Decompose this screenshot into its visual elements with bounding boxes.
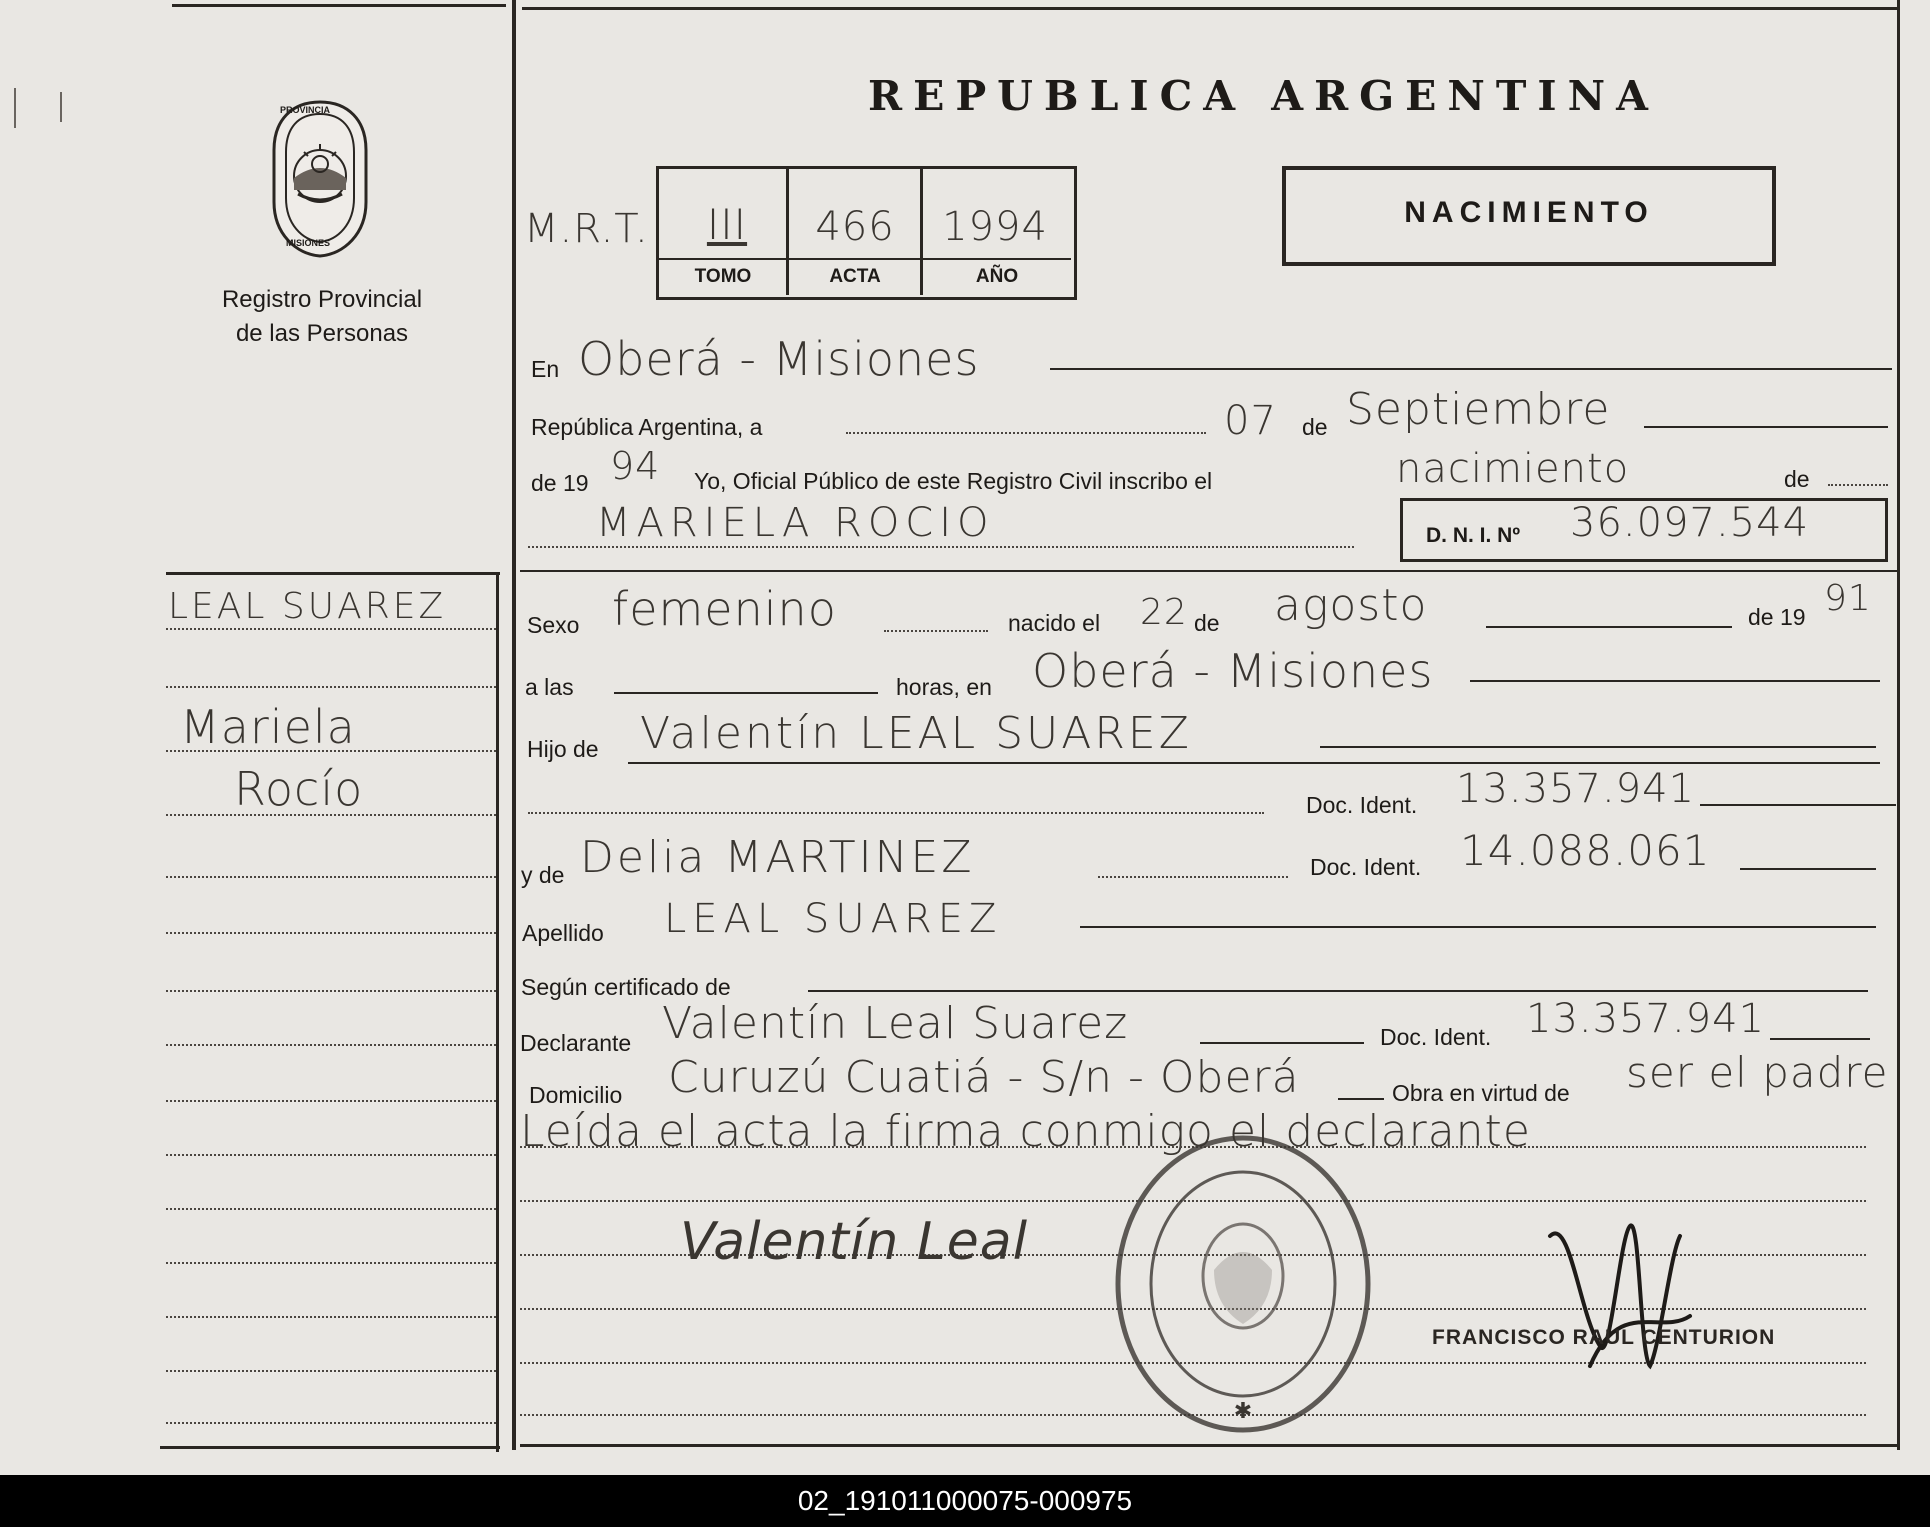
- apellido-label: Apellido: [522, 920, 604, 946]
- birth-year-prefix: de 19: [1748, 604, 1806, 630]
- declarant-signature: Valentín Leal: [680, 1212, 1029, 1272]
- margin-line: [166, 1262, 496, 1264]
- margin-line: [166, 1100, 496, 1102]
- doc-ident-label-3: Doc. Ident.: [1380, 1024, 1492, 1050]
- margin-bottom-rule: [160, 1446, 500, 1449]
- domicilio-line: [1338, 1098, 1384, 1100]
- issuing-office: [190, 283, 454, 351]
- place-line: [1470, 680, 1880, 682]
- father-line: [1320, 746, 1876, 748]
- margin-line: [166, 686, 496, 688]
- obra-label: Obra en virtud de: [1392, 1080, 1570, 1106]
- doc-ident-label-2: Doc. Ident.: [1310, 854, 1422, 880]
- apellido-value: LEAL SUAREZ: [664, 896, 1003, 942]
- month-line: [1644, 426, 1888, 428]
- year-value: 94: [610, 444, 661, 488]
- fill-line: [528, 546, 1354, 548]
- margin-line: [166, 932, 496, 934]
- margin-surname: LEAL SUAREZ: [168, 586, 447, 627]
- margin-line: [166, 628, 496, 630]
- margin-line: [166, 1370, 496, 1372]
- domicilio-value: Curuzú Cuatiá - S/n - Oberá: [668, 1052, 1300, 1103]
- republica-label: República Argentina, a: [531, 414, 763, 440]
- month-line: [1486, 626, 1732, 628]
- official-text: Yo, Oficial Público de este Registro Civil inscribo el: [694, 468, 1213, 494]
- a-las-label: a las: [525, 674, 574, 700]
- provincial-seal-icon: [268, 98, 372, 260]
- hour-line: [614, 692, 878, 694]
- top-rule-left: [172, 4, 506, 7]
- doc-type-label: NACIMIENTO: [1404, 196, 1654, 229]
- nacido-label: nacido el: [1008, 610, 1101, 636]
- edge-mark: [14, 88, 16, 128]
- registered-name: MARIELA ROCIO: [596, 500, 995, 546]
- margin-divider: [496, 572, 499, 1452]
- birth-place: Oberá - Misiones: [1032, 644, 1434, 698]
- obra-value: ser el padre: [1626, 1048, 1889, 1097]
- horas-label: horas, en: [896, 674, 992, 700]
- birth-year: 91: [1824, 578, 1872, 619]
- table-divider: [786, 168, 789, 295]
- acta-value: 466: [815, 204, 895, 250]
- seal-bottom-text: MISIONES: [286, 238, 331, 248]
- margin-given-2: Rocío: [234, 762, 364, 816]
- domicilio-label: Domicilio: [529, 1082, 623, 1108]
- day-value: 07: [1224, 398, 1277, 444]
- act-value: nacimiento: [1396, 446, 1630, 492]
- margin-given-1: Mariela: [180, 700, 356, 754]
- image-id-footer: 02_191011000075-000975: [0, 1475, 1930, 1527]
- office-line-2: de las Personas: [235, 320, 409, 347]
- official-name: FRANCISCO RAUL CENTURION: [1432, 1326, 1776, 1349]
- place-value: Oberá - Misiones: [578, 332, 980, 386]
- tomo-value: III: [706, 200, 748, 249]
- year-prefix: de 19: [531, 470, 589, 496]
- y-de-label: y de: [521, 862, 565, 888]
- margin-line: [166, 990, 496, 992]
- place-line: [1050, 368, 1892, 370]
- official-stamp-icon: [1110, 1130, 1376, 1438]
- ano-label: AÑO: [975, 266, 1019, 287]
- fill-line: [846, 432, 1206, 434]
- father-name: Valentín LEAL SUAREZ: [640, 708, 1192, 759]
- margin-line: [166, 750, 496, 752]
- office-code: M.R.T.: [524, 206, 649, 252]
- fill-line: [884, 630, 988, 632]
- table-divider: [659, 258, 1071, 260]
- seal-top-text: PROVINCIA: [280, 105, 331, 115]
- margin-line: [166, 814, 496, 816]
- tomo-label: TOMO: [694, 266, 752, 287]
- father-underline: [628, 762, 1880, 764]
- en-label: En: [531, 356, 560, 382]
- doc-line: [1740, 868, 1876, 870]
- month-value: Septiembre: [1346, 384, 1611, 435]
- doc-line: [1770, 1038, 1870, 1040]
- top-rule-right: [522, 7, 1897, 10]
- official-signature-icon: [1540, 1196, 1700, 1386]
- mother-doc: 14.088.061: [1460, 826, 1711, 875]
- doc-ident-label: Doc. Ident.: [1306, 792, 1418, 818]
- table-divider: [920, 168, 923, 295]
- svg-text:✱: ✱: [1233, 1399, 1253, 1424]
- dni-value: 36.097.544: [1570, 500, 1810, 546]
- margin-line: [166, 1208, 496, 1210]
- page-title: REPUBLICA ARGENTINA: [868, 72, 1659, 120]
- birth-month: agosto: [1274, 580, 1428, 631]
- sexo-value: femenino: [612, 582, 837, 636]
- ano-value: 1994: [942, 204, 1048, 250]
- certificado-line: [808, 990, 1868, 992]
- sexo-label: Sexo: [527, 612, 580, 638]
- birth-day: 22: [1140, 592, 1188, 633]
- certificado-label: Según certificado de: [521, 974, 731, 1000]
- reading-note: Leída el acta la firma conmigo el declarante: [520, 1106, 1531, 1157]
- name-section-rule: [520, 570, 1900, 572]
- right-border: [1897, 0, 1900, 1450]
- declarante-doc: 13.357.941: [1526, 996, 1766, 1042]
- edge-mark: [60, 92, 62, 122]
- fill-line: [1828, 484, 1888, 486]
- fill-line: [528, 812, 1264, 814]
- margin-line: [166, 876, 496, 878]
- doc-line: [1700, 804, 1896, 806]
- margin-line: [166, 1044, 496, 1046]
- declarante-value: Valentín Leal Suarez: [662, 998, 1129, 1049]
- acta-label: ACTA: [829, 266, 881, 287]
- declarante-line: [1200, 1042, 1364, 1044]
- mother-name: Delia MARTINEZ: [580, 832, 975, 883]
- fill-line: [1098, 876, 1288, 878]
- margin-line: [166, 1422, 496, 1424]
- apellido-line: [1080, 926, 1876, 928]
- de-label: de: [1302, 414, 1328, 440]
- declarante-label: Declarante: [520, 1030, 632, 1056]
- margin-line: [166, 1316, 496, 1318]
- column-divider: [512, 0, 516, 1450]
- bottom-rule: [520, 1444, 1900, 1447]
- margin-top-rule: [166, 572, 500, 575]
- de-label-2: de: [1784, 466, 1810, 492]
- de-label-3: de: [1194, 610, 1220, 636]
- margin-line: [166, 1154, 496, 1156]
- office-line-1: Registro Provincial: [221, 286, 423, 313]
- father-doc: 13.357.941: [1456, 766, 1696, 812]
- hijo-label: Hijo de: [527, 736, 599, 762]
- dni-label: D. N. I. Nº: [1426, 524, 1521, 547]
